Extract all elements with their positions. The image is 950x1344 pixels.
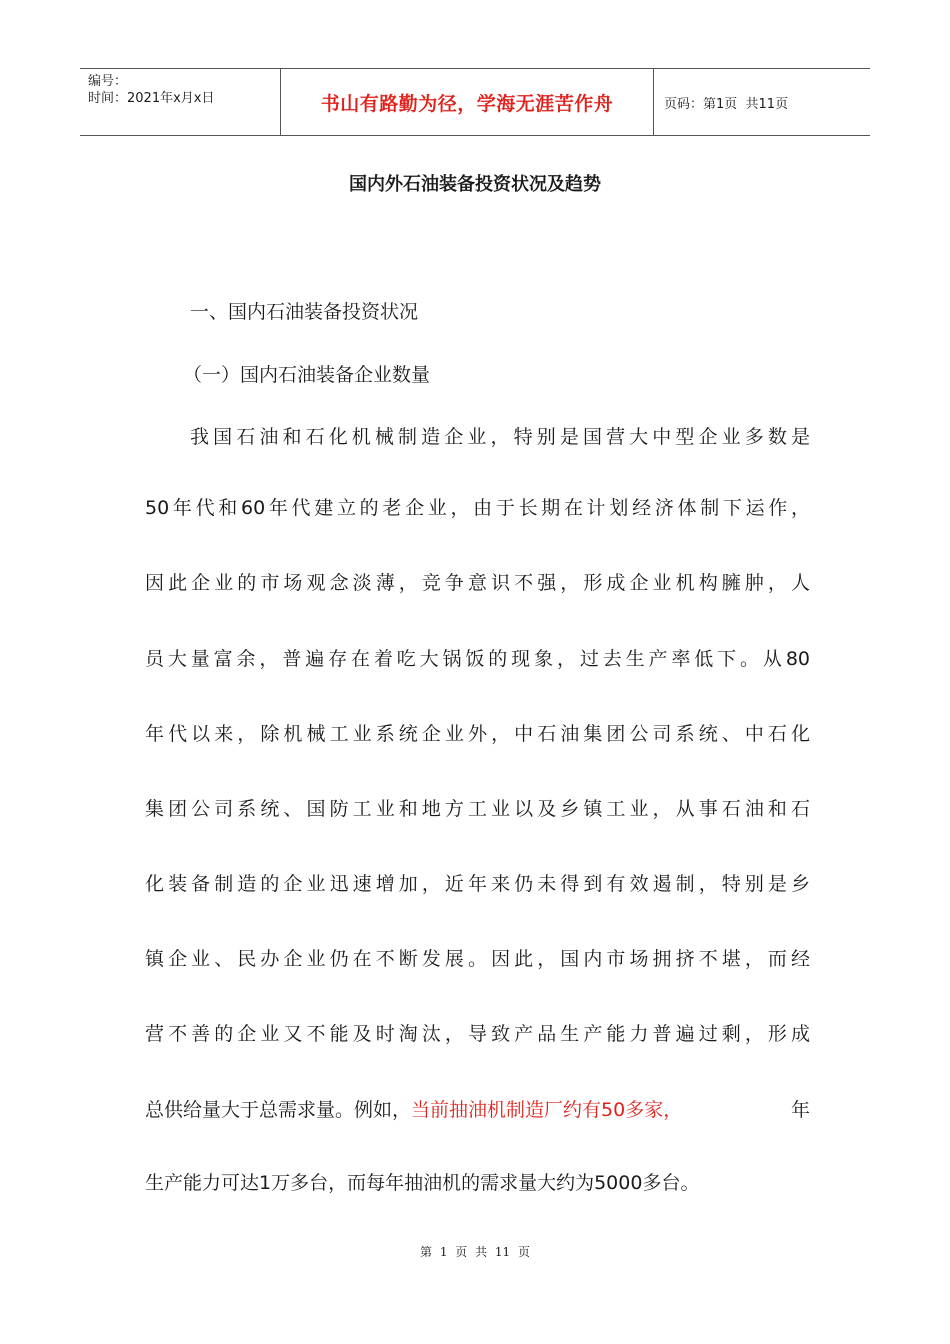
- paragraph-line: 营不善的企业又不能及时淘汰，导致产品生产能力普遍过剩，形成: [145, 1023, 810, 1045]
- paragraph-line: 年代以来，除机械工业系统企业外，中石油集团公司系统、中石化: [145, 723, 810, 745]
- document-title: 国内外石油装备投资状况及趋势: [349, 174, 601, 195]
- paragraph-line: 生产能力可达1万多台，而每年抽油机的需求量大约为5000多台。: [145, 1172, 700, 1194]
- subsection-heading: （一）国内石油装备企业数量: [183, 364, 431, 386]
- paragraph-line-highlight: [145, 1096, 810, 1124]
- paragraph-line: 因此企业的市场观念淡薄，竞争意识不强，形成企业机构臃肿，人: [145, 572, 810, 594]
- header-meta: [80, 69, 281, 135]
- document-number-label: 编号：: [88, 74, 128, 89]
- highlighted-text: 当前抽油机制造厂约有50多家，: [411, 1099, 683, 1121]
- paragraph-line: 集团公司系统、国防工业和地方工业以及乡镇工业，从事石油和石: [145, 798, 810, 820]
- paragraph-line: 我国石油和石化机械制造企业，特别是国营大中型企业多数是: [190, 426, 810, 448]
- paragraph-line: 化装备制造的企业迅速增加，近年来仍未得到有效遏制，特别是乡: [145, 873, 810, 895]
- line-text-after: 年: [790, 1099, 810, 1121]
- paragraph-line: 镇企业、民办企业仍在不断发展。因此，国内市场拥挤不堪，而经: [145, 948, 810, 970]
- header-motto: 书山有路勤为径，学海无涯苦作舟: [281, 69, 654, 135]
- paragraph-line: 50年代和60年代建立的老企业，由于长期在计划经济体制下运作，: [145, 497, 810, 519]
- line-text-before: 总供给量大于总需求量。例如，: [145, 1099, 412, 1121]
- paragraph-line: 员大量富余，普遍存在着吃大锅饭的现象，过去生产率低下。从80: [145, 648, 810, 670]
- page-header: [80, 68, 870, 136]
- page-footer: 第 1 页 共 11 页: [420, 1245, 530, 1259]
- header-page-info: 页码：第1页 共11页: [664, 96, 789, 112]
- document-time-label: 时间：2021年x月x日: [88, 91, 215, 106]
- section-heading: 一、国内石油装备投资状况: [190, 301, 419, 323]
